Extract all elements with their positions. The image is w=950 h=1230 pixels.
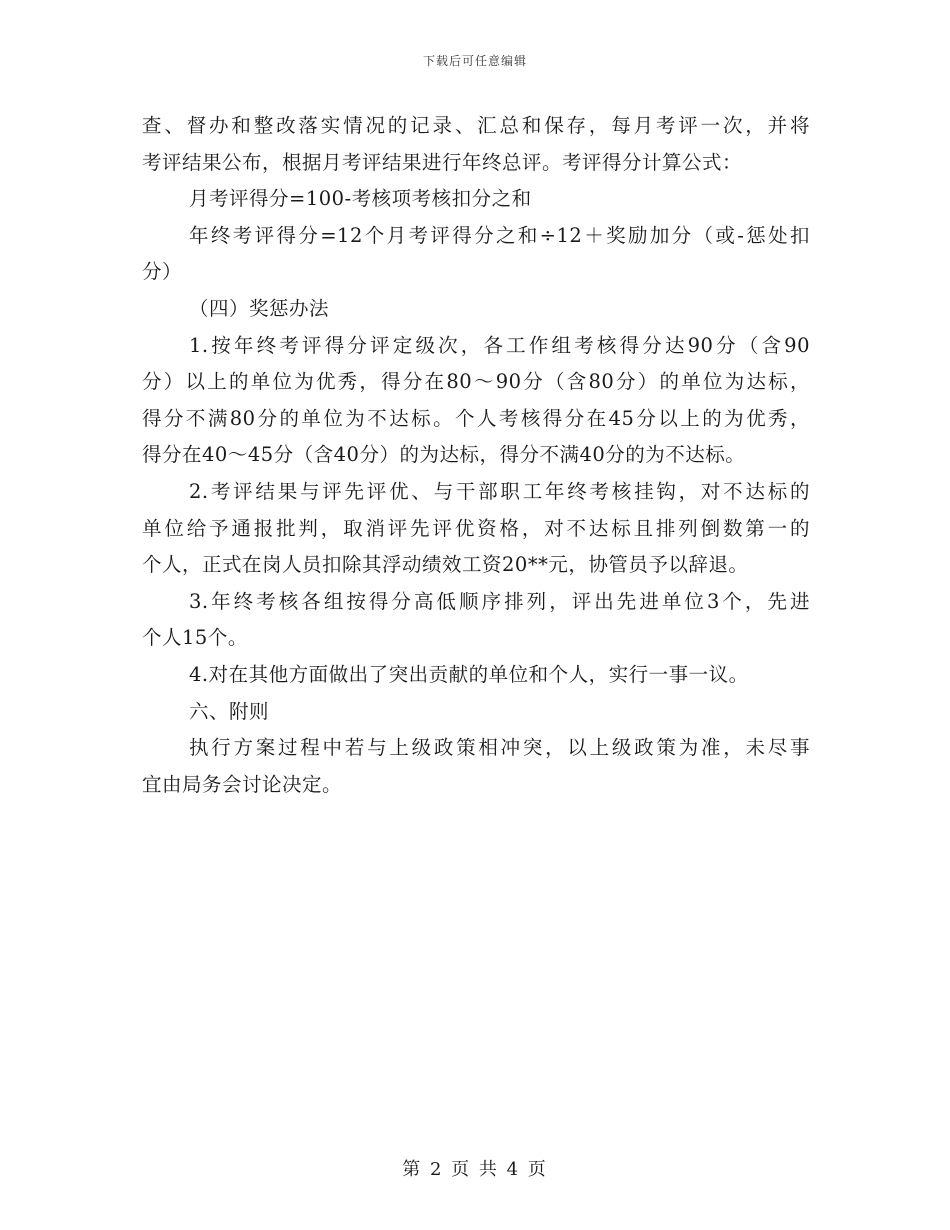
- page-number: 第 2 页 共 4 页: [402, 1159, 548, 1180]
- paragraph-line: 单位给予通报批判，取消评先评优资格，对不达标且排列倒数第一的: [142, 516, 810, 540]
- paragraph-line: 1.按年终考评得分评定级次，各工作组考核得分达90分（含90: [189, 333, 810, 357]
- paragraph-line: 4.对在其他方面做出了突出贡献的单位和个人，实行一事一议。: [189, 662, 749, 686]
- formula-line: 月考评得分=100-考核项考核扣分之和: [189, 187, 532, 211]
- paragraph-line: 个人15个。: [142, 626, 248, 650]
- page-header: 下载后可任意编辑: [422, 54, 527, 68]
- formula-line: 年终考评得分=12个月考评得分之和÷12＋奖励加分（或-惩处扣: [189, 223, 810, 247]
- paragraph-line: 2.考评结果与评先评优、与干部职工年终考核挂钩，对不达标的: [189, 479, 810, 503]
- paragraph-line: 个人，正式在岗人员扣除其浮动绩效工资20**元，协管员予以辞退。: [142, 553, 749, 577]
- paragraph-line: 得分不满80分的单位为不达标。个人考核得分在45分以上的为优秀，: [142, 406, 810, 430]
- paragraph-line: 分）以上的单位为优秀，得分在80～90分（含80分）的单位为达标，: [142, 370, 810, 394]
- section-heading: （四）奖惩办法: [189, 296, 330, 320]
- paragraph-line: 得分在40～45分（含40分）的为达标，得分不满40分的为不达标。: [142, 443, 746, 467]
- paragraph-line: 分）: [142, 260, 183, 284]
- document-body: [142, 108, 810, 803]
- paragraph-line: 考评结果公布，根据月考评结果进行年终总评。考评得分计算公式：: [142, 150, 743, 174]
- section-heading: 六、附则: [189, 699, 270, 723]
- paragraph-line: 宜由局务会讨论决定。: [142, 772, 343, 796]
- paragraph-line: 执行方案过程中若与上级政策相冲突，以上级政策为准，未尽事: [189, 736, 810, 760]
- paragraph-line: 3.年终考核各组按得分高低顺序排列，评出先进单位3个，先进: [189, 589, 810, 613]
- paragraph-line: 查、督办和整改落实情况的记录、汇总和保存，每月考评一次，并将: [142, 114, 810, 137]
